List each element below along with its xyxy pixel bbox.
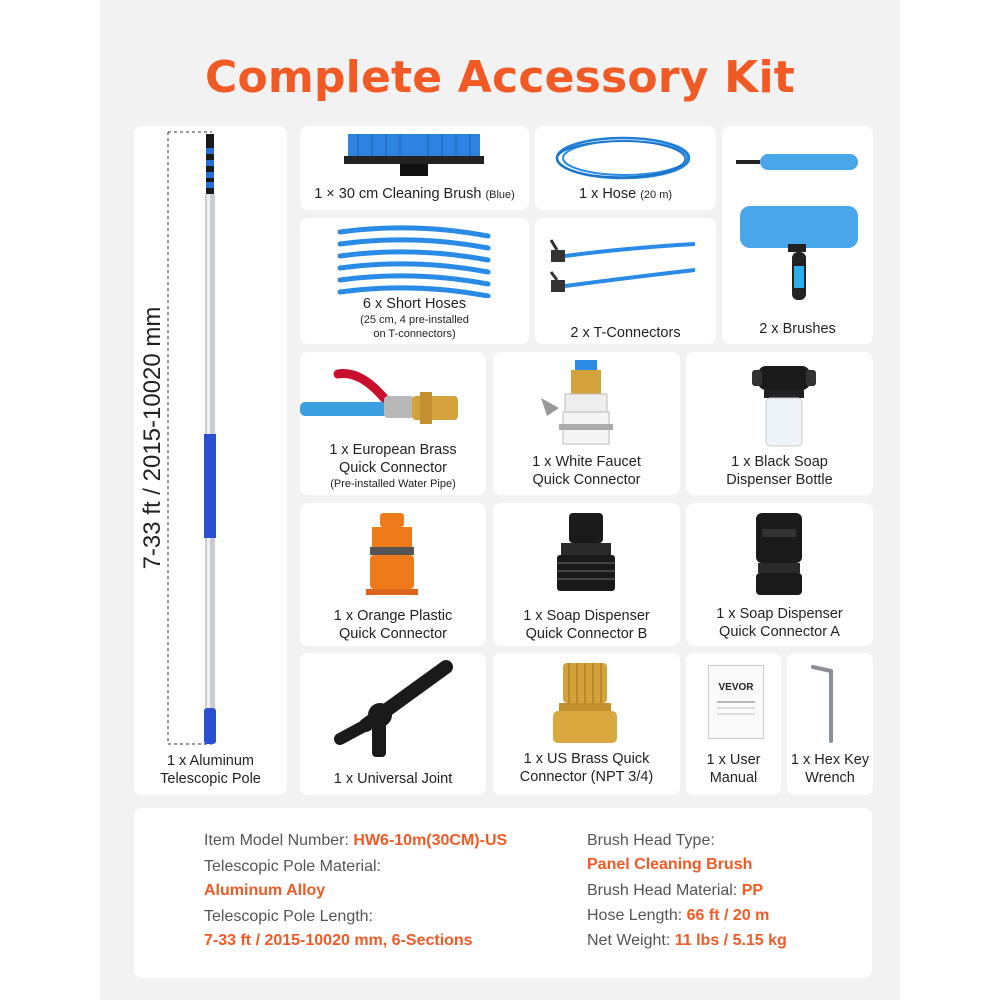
soap-connector-b-caption: 1 x Soap Dispenser Quick Connector B <box>523 608 650 642</box>
european-brass-connector-image <box>300 352 486 437</box>
spec-weight: Net Weight: 11 lbs / 5.15 kg <box>587 932 787 949</box>
card-cleaning-brush <box>300 126 529 210</box>
universal-joint-image <box>300 653 486 763</box>
card-t-connectors <box>535 218 716 344</box>
pole-caption-line2: Telescopic Pole <box>160 771 261 787</box>
card-soap-bottle <box>686 352 873 495</box>
card-us-brass <box>493 653 680 795</box>
us-brass-connector-image <box>493 653 680 753</box>
pole-caption <box>134 752 287 788</box>
card-soap-connector-a <box>686 503 873 646</box>
hose-coil-image <box>535 126 716 186</box>
brushes-image <box>722 126 873 306</box>
white-faucet-connector-image <box>493 352 680 452</box>
user-manual-image <box>708 665 764 739</box>
card-hex-key <box>787 653 873 795</box>
spec-material-value: Aluminum Alloy <box>204 882 326 899</box>
white-faucet-caption: 1 x White Faucet Quick Connector <box>532 454 641 488</box>
hex-key-image <box>787 653 873 748</box>
card-european-brass <box>300 352 486 495</box>
brushes-caption: 2 x Brushes <box>759 321 836 337</box>
soap-connector-b-image <box>493 503 680 603</box>
t-connectors-image <box>535 218 716 308</box>
card-orange-plastic <box>300 503 486 646</box>
t-connectors-caption: 2 x T-Connectors <box>570 325 681 341</box>
us-brass-caption: 1 x US Brass Quick Connector (NPT 3/4) <box>519 751 654 785</box>
page-title: Complete Accessory Kit <box>205 52 795 103</box>
hex-key-caption: 1 x Hex Key Wrench <box>790 752 870 786</box>
hose-caption: 1 x Hose (20 m) <box>578 186 673 202</box>
spec-length-label: Telescopic Pole Length: <box>204 908 373 925</box>
orange-plastic-caption: 1 x Orange Plastic Quick Connector <box>333 608 453 642</box>
pole-caption-line1: 1 x Aluminum <box>166 753 255 769</box>
soap-dispenser-bottle-image <box>686 352 873 452</box>
card-brushes <box>722 126 873 344</box>
spec-hose-length: Hose Length: 66 ft / 20 m <box>587 907 770 924</box>
short-hoses-caption: 6 x Short Hoses (25 cm, 4 pre-installed on T-connectors) <box>360 296 469 340</box>
spec-head-material: Brush Head Material: PP <box>587 882 764 899</box>
card-telescopic-pole <box>134 126 287 795</box>
cleaning-brush-image <box>300 126 529 186</box>
card-universal-joint <box>300 653 486 795</box>
spec-head-type-label: Brush Head Type: <box>587 832 715 849</box>
card-hose <box>535 126 716 210</box>
card-user-manual <box>686 653 781 795</box>
card-white-faucet <box>493 352 680 495</box>
pole-dimension-label: 7-33 ft / 2015-10020 mm <box>139 306 166 570</box>
card-soap-connector-b <box>493 503 680 646</box>
spec-length-value: 7-33 ft / 2015-10020 mm, 6-Sections <box>204 932 473 949</box>
european-brass-caption: 1 x European Brass Quick Connector (Pre-installed Water Pipe) <box>329 442 457 490</box>
orange-plastic-connector-image <box>300 503 486 603</box>
user-manual-caption: 1 x User Manual <box>706 752 761 786</box>
soap-connector-a-caption: 1 x Soap Dispenser Quick Connector A <box>716 606 843 640</box>
spec-material-label: Telescopic Pole Material: <box>204 858 381 875</box>
short-hoses-image <box>300 218 529 298</box>
cleaning-brush-caption: 1 × 30 cm Cleaning Brush (Blue) <box>314 186 515 202</box>
universal-joint-caption: 1 x Universal Joint <box>333 771 453 787</box>
soap-connector-a-image <box>686 503 873 603</box>
card-short-hoses <box>300 218 529 344</box>
spec-model: Item Model Number: HW6-10m(30CM)-US <box>204 832 508 849</box>
soap-bottle-caption: 1 x Black Soap Dispenser Bottle <box>726 454 833 488</box>
manual-logo: VEVOR <box>718 682 754 693</box>
spec-head-type-value: Panel Cleaning Brush <box>587 856 753 873</box>
specs-panel <box>134 808 872 978</box>
